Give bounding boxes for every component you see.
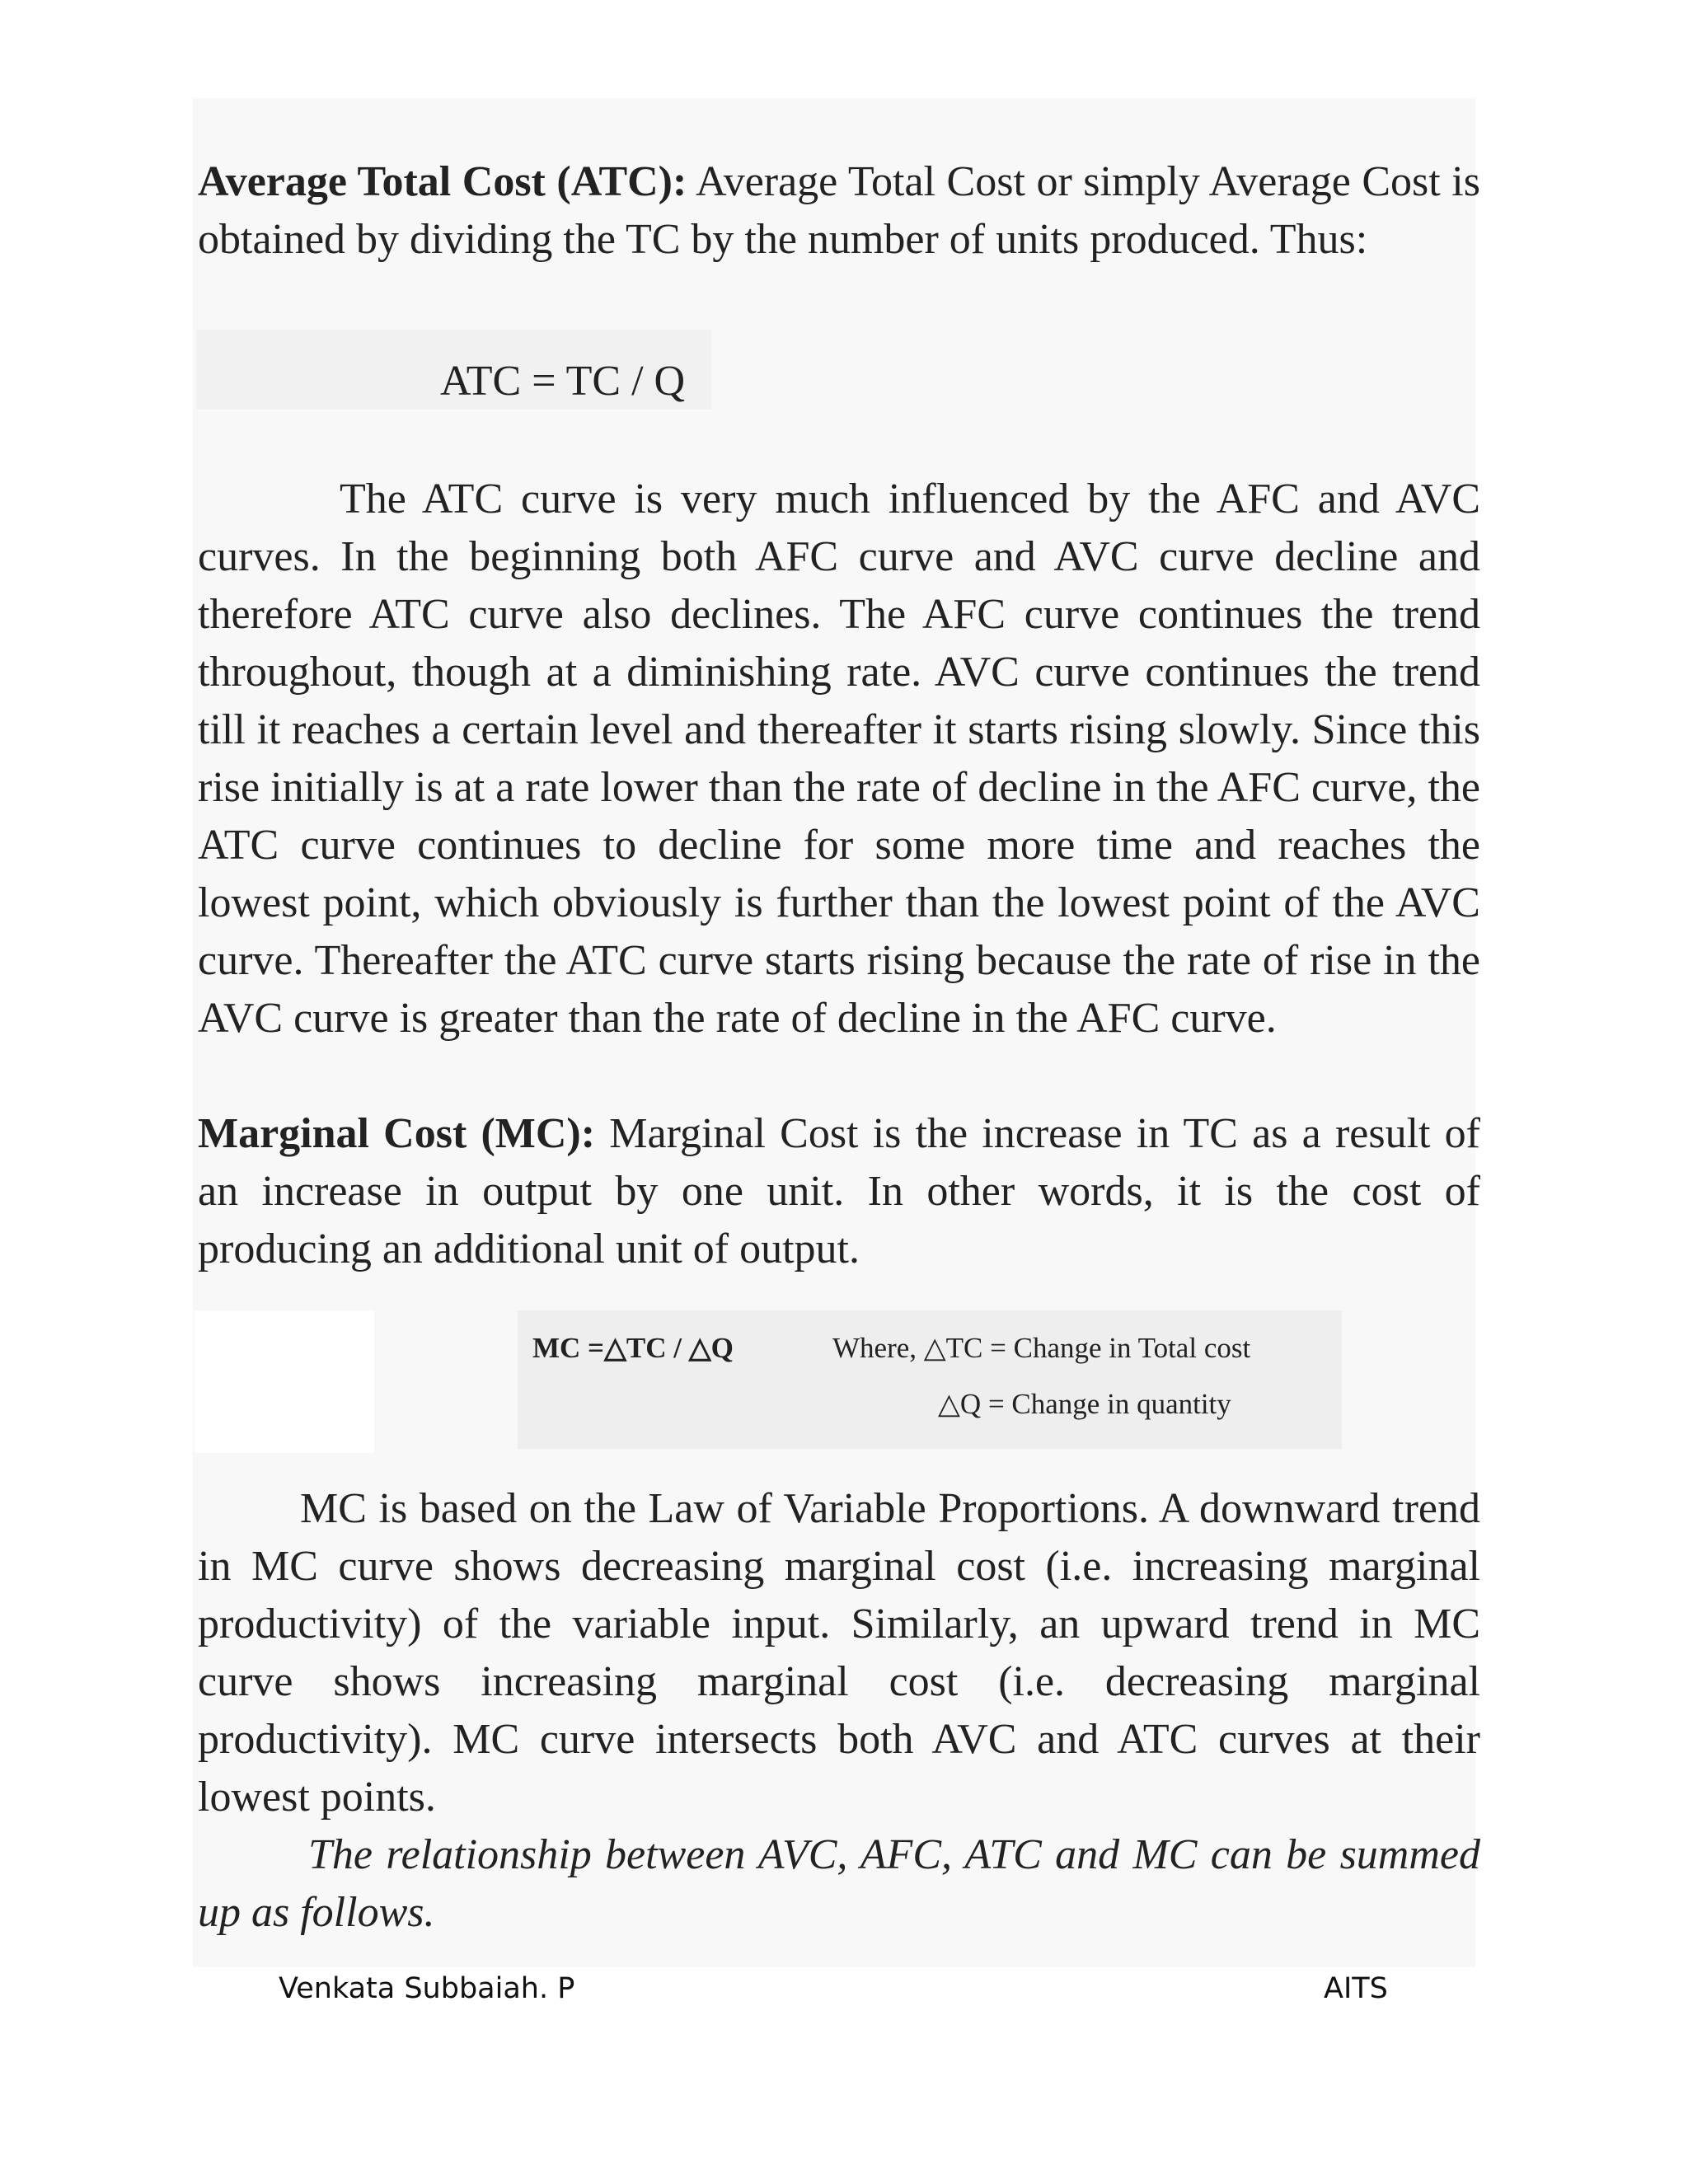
atc-formula: ATC = TC / Q	[440, 358, 686, 405]
mc-body-paragraph: MC is based on the Law of Variable Proportions. A downward trend in MC curve shows decreasing marginal cost (i.e. increasing marginal productivity) of the variable input. Similarly, an upward trend in MC curve shows increasing marginal cost (i.e. decreasing marginal productivity). MC curve intersects both AVC and ATC curves at their lowest points.	[198, 1485, 1480, 1821]
atc-paragraph-intro	[198, 153, 1480, 269]
mc-formula-quantity: △Q = Change in quantity	[938, 1388, 1231, 1420]
footer-author: Venkata Subbaiah. P	[279, 1972, 575, 2005]
footer-institution: AITS	[1324, 1972, 1388, 2005]
relationship-summary: The relationship between AVC, AFC, ATC and MC can be summed up as follows.	[198, 1831, 1480, 1936]
mc-formula-image	[518, 1310, 1342, 1449]
mc-paragraph-intro	[198, 1105, 1480, 1278]
atc-heading: Average Total Cost (ATC):	[198, 158, 687, 205]
atc-body-paragraph: The ATC curve is very much influenced by the AFC and AVC curves. In the beginning both AFC curve and AVC curve decline and therefore ATC curve also declines. The AFC curve continues the trend throughout, though at a diminishing rate. AVC curve continues the trend till it reaches a certain level and thereafter it starts rising slowly. Since this rise initially is at a rate lower than the rate of decline in the AFC curve, the ATC curve continues to decline for some more time and reaches the lowest point, which obviously is further than the lowest point of the AVC curve. Thereafter the ATC curve starts rising because the rate of rise in the AVC curve is greater than the rate of decline in the AFC curve.	[198, 476, 1480, 1042]
mc-formula-left: MC =△TC / △Q	[532, 1332, 734, 1364]
document-content	[198, 153, 1480, 1942]
atc-intro-text: Average Total Cost or simply Average Cost is obtained by dividing the TC by the number of units produced. Thus:	[198, 158, 1480, 263]
section-spacer	[198, 1047, 1480, 1105]
mc-heading: Marginal Cost (MC):	[198, 1110, 596, 1157]
formula-spacer	[198, 269, 1480, 471]
mc-intro-text: Marginal Cost is the increase in TC as a result of an increase in output by one unit. In other words, it is the cost of producing an additional unit of output.	[198, 1110, 1480, 1272]
mc-formula-where: Where, △TC = Change in Total cost	[832, 1332, 1251, 1364]
